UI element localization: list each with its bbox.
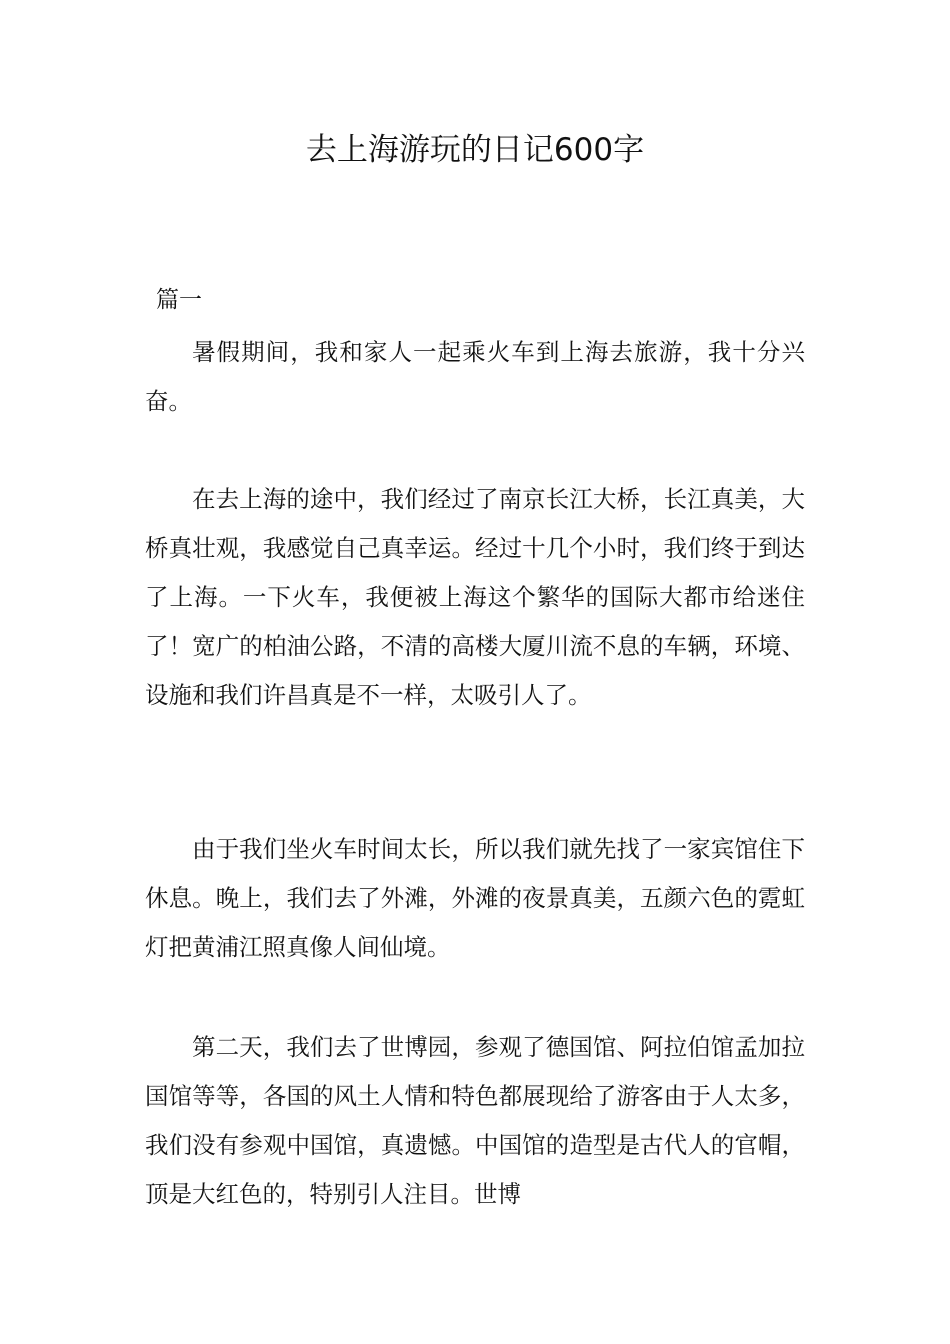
paragraph-3: 由于我们坐火车时间太长，所以我们就先找了一家宾馆住下休息。晚上，我们去了外滩，外滩的夜景真美，五颜六色的霓虹灯把黄浦江照真像人间仙境。 [145, 835, 805, 961]
paragraph-2: 在去上海的途中，我们经过了南京长江大桥，长江真美，大桥真壮观，我感觉自己真幸运。经过十几个小时，我们终于到达了上海。一下火车，我便被上海这个繁华的国际大都市给迷住了！宽广的柏油公路，不清的高楼大厦川流不息的车辆，环境、设施和我们许昌真是不一样，太吸引人了。 [145, 485, 805, 709]
document-title: 去上海游玩的日记600字 [305, 132, 645, 168]
section-label: 篇一 [156, 287, 202, 313]
paragraph-4: 第二天，我们去了世博园，参观了德国馆、阿拉伯馆孟加拉国馆等等，各国的风土人情和特色都展现给了游客由于人太多，我们没有参观中国馆，真遗憾。中国馆的造型是古代人的官帽，顶是大红色的，特别引人注目。世博 [145, 1033, 805, 1208]
paragraph-1: 暑假期间，我和家人一起乘火车到上海去旅游，我十分兴奋。 [145, 338, 805, 415]
